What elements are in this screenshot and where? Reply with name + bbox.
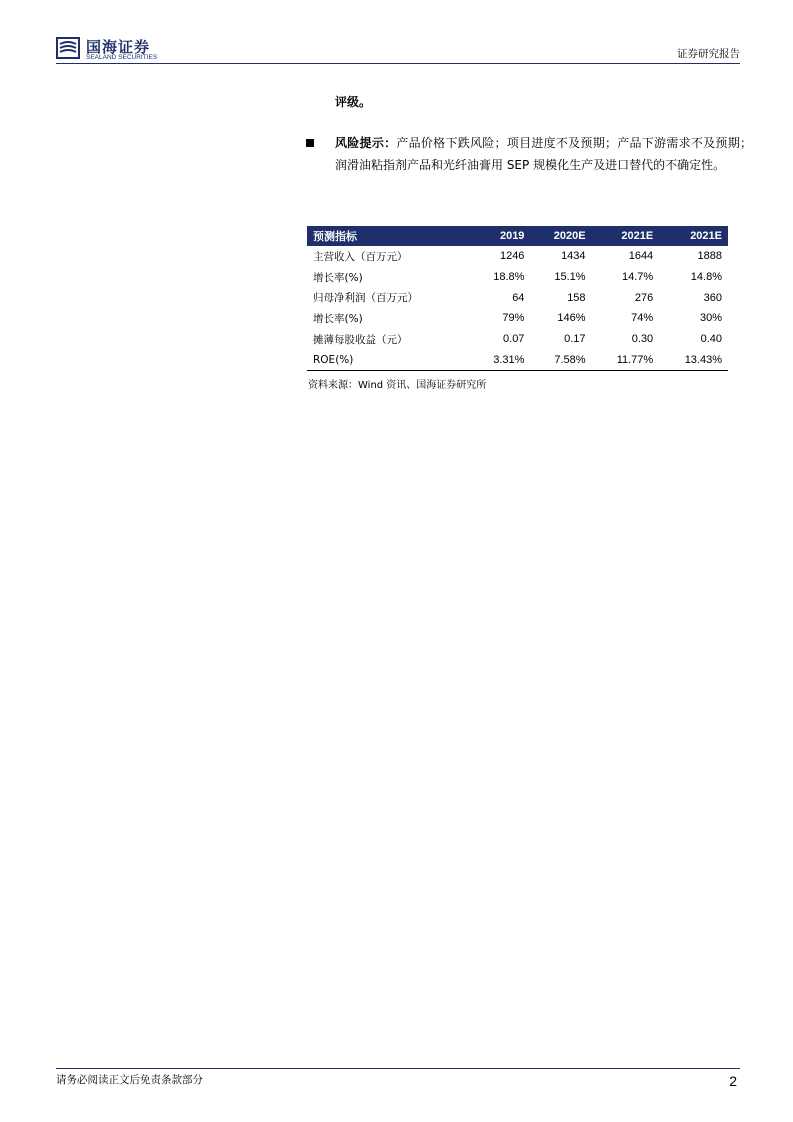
page-number: 2 [729,1073,737,1089]
company-logo [56,36,296,64]
table-header-row [307,226,728,246]
table-row [307,308,728,329]
table-source: 资料来源：Wind 资讯、国海证券研究所 [308,380,487,391]
table-cell: 18.8% [493,271,525,284]
footer-disclaimer: 请务必阅读正文后免责条款部分 [56,1074,203,1086]
table-cell: 0.07 [503,333,525,346]
table-cell: 0.17 [564,333,586,346]
header-divider [56,63,740,64]
table-cell: 79% [502,312,525,325]
page-header [56,32,740,64]
table-row [307,246,728,267]
table-cell: 13.43% [659,349,728,370]
footer-divider [56,1068,740,1069]
table-cell: 0.40 [700,333,722,346]
row-label: 主营收入（百万元） [313,250,408,263]
table-cell: 11.77% [592,349,660,370]
table-cell: 30% [699,312,722,325]
table-row [307,267,728,288]
row-label: 摊薄每股收益（元） [313,333,408,346]
table-row [307,349,728,370]
forecast-table [307,226,728,371]
row-label: ROE(%) [307,349,470,370]
table-row [307,329,728,350]
risk-paragraph [335,132,752,176]
table-cell: 146% [557,312,586,325]
table-cell: 0.30 [631,333,654,346]
table-cell: 14.7% [621,271,654,284]
table-cell: 360 [703,291,722,304]
table-cell: 158 [567,291,586,304]
table-cell: 7.58% [530,349,591,370]
row-label: 增长率(%) [313,312,363,325]
table-cell: 276 [634,291,654,304]
risk-content: 产品价格下跌风险；项目进度不及预期；产品下游需求不及预期；润滑油粘指剂产品和光纤油膏用 SEP 规模化生产及进口替代的不确定性。 [335,136,752,172]
report-type-label: 证券研究报告 [677,48,740,60]
table-header-cell: 2021E [659,226,728,246]
rating-text: 评级。 [335,95,372,109]
table-cell: 64 [512,291,525,304]
table-cell: 3.31% [470,349,530,370]
row-label: 归母净利润（百万元） [313,292,418,305]
table-cell: 1434 [561,250,586,263]
table-header-cell: 2019 [470,226,530,246]
table-cell: 1644 [628,250,654,263]
table-cell: 14.8% [690,271,722,284]
sealand-logo-icon [56,36,80,60]
risk-label: 风险提示： [335,136,397,150]
table-header-cell: 2021E [592,226,660,246]
table-header-cell: 2020E [530,226,591,246]
risk-warning [305,132,752,176]
logo-english-name: SEALAND SECURITIES [86,54,158,61]
table-cell: 1888 [697,250,722,263]
row-label: 增长率(%) [313,271,363,284]
table-cell: 15.1% [554,271,586,284]
table-header-cell: 预测指标 [307,226,470,246]
table-cell: 1246 [499,250,525,263]
table-cell: 74% [631,312,654,325]
table-row [307,287,728,308]
logo-chinese-name: 国海证券 [86,38,151,56]
square-bullet-icon [305,132,315,154]
